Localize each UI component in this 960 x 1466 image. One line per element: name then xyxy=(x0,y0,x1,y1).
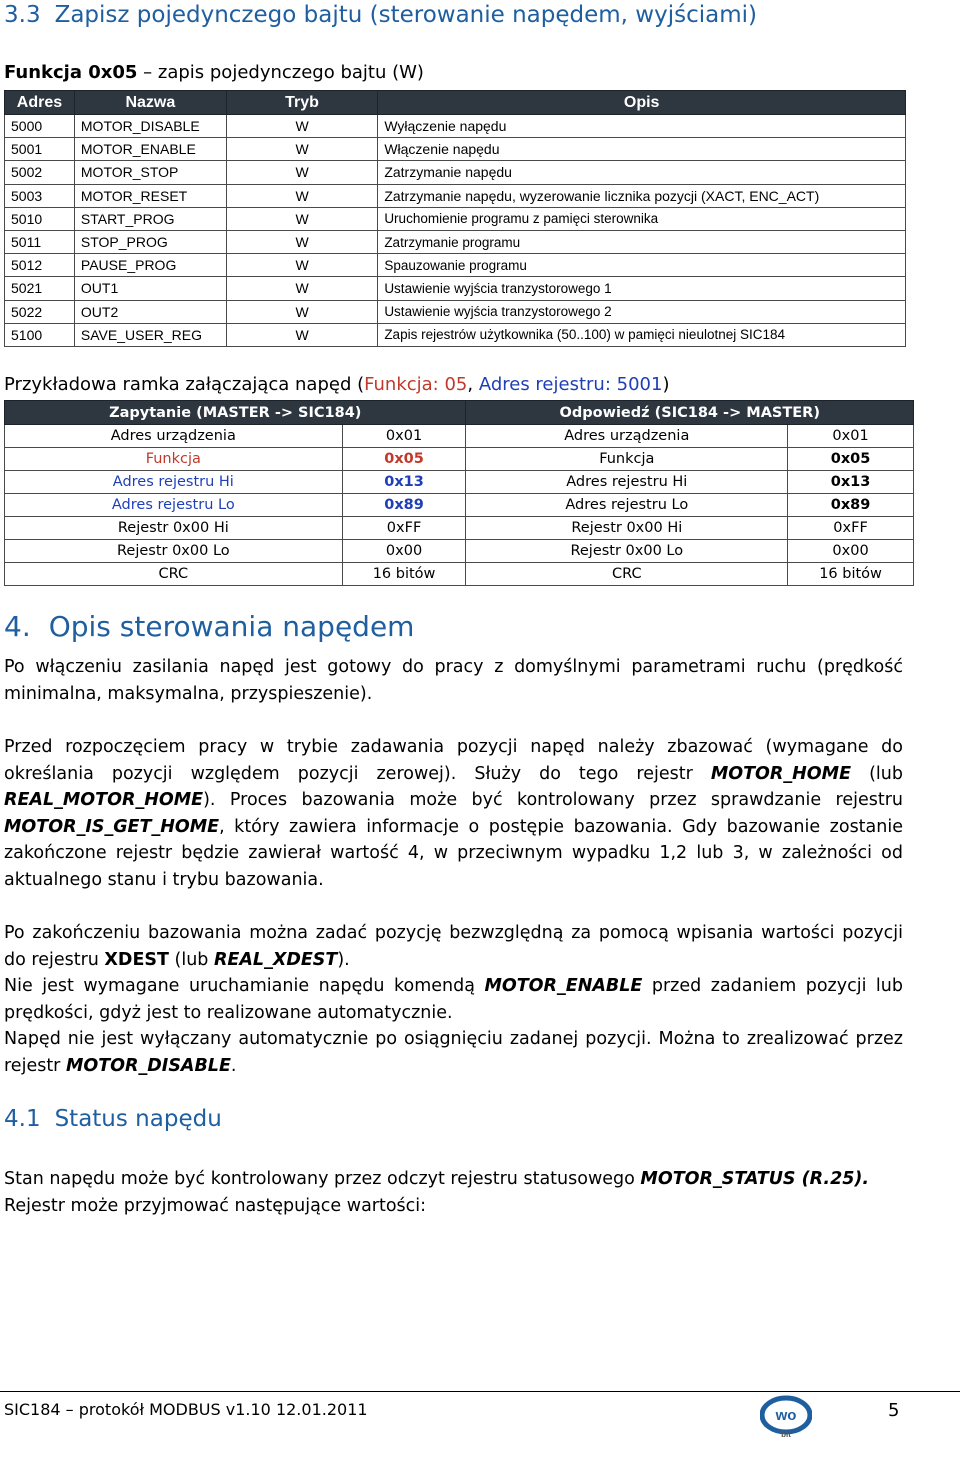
request-field: CRC xyxy=(5,563,343,586)
paragraph-6 xyxy=(4,1166,903,1219)
p2-register-motor-home: MOTOR_HOME xyxy=(710,763,852,784)
register-row xyxy=(5,323,906,346)
cell-opis: Ustawienie wyjścia tranzystorowego 2 xyxy=(378,300,906,323)
cell-nazwa: MOTOR_RESET xyxy=(74,184,226,207)
cell-opis: Włączenie napędu xyxy=(378,138,906,161)
request-field: Adres rejestru Hi xyxy=(5,471,343,494)
response-field: Adres urządzenia xyxy=(466,425,788,448)
p5-register-motor-disable: MOTOR_DISABLE xyxy=(65,1055,231,1076)
cell-adres: 5021 xyxy=(5,277,75,300)
cell-tryb: W xyxy=(226,300,378,323)
frame-title-pre: Przykładowa ramka załączająca napęd ( xyxy=(4,374,365,395)
section-number: 3.3 xyxy=(4,2,41,28)
cell-nazwa: MOTOR_DISABLE xyxy=(74,115,226,138)
header-adres: Adres xyxy=(5,91,75,115)
paragraph-1: Po włączeniu zasilania napęd jest gotowy do pracy z domyślnymi parametrami ruchu (prędkość minimalna, maksymalna, przyspieszenie). xyxy=(4,657,903,704)
cell-nazwa: START_PROG xyxy=(74,207,226,230)
response-field: Rejestr 0x00 Hi xyxy=(466,517,788,540)
page-number: 5 xyxy=(888,1400,900,1421)
frame-row xyxy=(5,471,914,494)
cell-tryb: W xyxy=(226,323,378,346)
cell-nazwa: MOTOR_STOP xyxy=(74,161,226,184)
register-row xyxy=(5,138,906,161)
response-value: 0x05 xyxy=(788,448,914,471)
frame-title-funkcja: Funkcja: 05 xyxy=(364,374,468,395)
cell-opis: Spauzowanie programu xyxy=(378,254,906,277)
cell-adres: 5002 xyxy=(5,161,75,184)
header-nazwa: Nazwa xyxy=(74,91,226,115)
cell-opis: Ustawienie wyjścia tranzystorowego 1 xyxy=(378,277,906,300)
cell-nazwa: OUT1 xyxy=(74,277,226,300)
p2-text: (lub xyxy=(851,763,903,784)
register-row xyxy=(5,115,906,138)
cell-tryb: W xyxy=(226,207,378,230)
response-field: Adres rejestru Hi xyxy=(466,471,788,494)
cell-adres: 5012 xyxy=(5,254,75,277)
frame-title-sep: , xyxy=(467,374,479,395)
cell-tryb: W xyxy=(226,277,378,300)
register-row xyxy=(5,277,906,300)
p3-text: ). xyxy=(337,949,350,970)
p2-text: ). Proces bazowania może być kontrolowany przez sprawdzanie rejestru xyxy=(203,790,903,810)
response-value: 0xFF xyxy=(788,517,914,540)
request-field: Rejestr 0x00 Hi xyxy=(5,517,343,540)
section-title: Opis sterowania napędem xyxy=(48,610,415,643)
p5-text: Napęd nie jest wyłączany automatycznie po osiągnięciu zadanej pozycji. Można to zrealizować przez rejestr xyxy=(4,1029,903,1076)
header-opis: Opis xyxy=(378,91,906,115)
register-row xyxy=(5,230,906,253)
cell-nazwa: OUT2 xyxy=(74,300,226,323)
p2-register-real-motor-home: REAL_MOTOR_HOME xyxy=(4,790,204,810)
p2-register-motor-is-get-home: MOTOR_IS_GET_HOME xyxy=(4,816,220,837)
response-value: 0x89 xyxy=(788,494,914,517)
frame-title-post: ) xyxy=(662,374,670,395)
cell-adres: 5100 xyxy=(5,323,75,346)
frame-row xyxy=(5,517,914,540)
request-value: 16 bitów xyxy=(342,563,466,586)
register-table-header xyxy=(5,91,906,115)
cell-tryb: W xyxy=(226,115,378,138)
request-value: 0x05 xyxy=(342,448,466,471)
paragraph-4 xyxy=(4,973,903,1026)
section-title: Zapisz pojedynczego bajtu (sterowanie napędem, wyjściami) xyxy=(54,2,757,28)
cell-tryb: W xyxy=(226,254,378,277)
p2-text: , który zawiera informacje o postępie bazowania. Gdy bazowanie zostanie zakończone rejestr będzie zawierał wartość 4, w przeciwnym wypadku 1,2 lub 3, w zależności od aktualnego stanu i trybu bazowania. xyxy=(4,816,903,890)
frame-table-header xyxy=(5,401,914,425)
register-row xyxy=(5,184,906,207)
footer-text: SIC184 – protokół MODBUS v1.10 12.01.2011 xyxy=(4,1400,368,1419)
paragraph-3 xyxy=(4,920,903,973)
p3-register-real-xdest: REAL_XDEST xyxy=(213,949,338,970)
p2-text: Przed rozpoczęciem pracy w trybie zadawania pozycji napęd należy zbazować (wymagane do określania pozycji względem pozycji zerowej). Służy do tego rejestr xyxy=(4,737,903,784)
cell-nazwa: SAVE_USER_REG xyxy=(74,323,226,346)
request-field: Adres rejestru Lo xyxy=(5,494,343,517)
cell-adres: 5003 xyxy=(5,184,75,207)
frame-title-adres: Adres rejestru: 5001 xyxy=(478,374,663,395)
request-value: 0x01 xyxy=(342,425,466,448)
cell-opis: Zatrzymanie programu xyxy=(378,230,906,253)
frame-table xyxy=(4,400,914,586)
register-row xyxy=(5,207,906,230)
p5-text: . xyxy=(230,1055,237,1076)
response-field: Adres rejestru Lo xyxy=(466,494,788,517)
section-number: 4. xyxy=(4,610,31,643)
response-value: 0x01 xyxy=(788,425,914,448)
p3-text: Po zakończeniu bazowania można zadać pozycję bezwzględną za pomocą wpisania wartości pozycji do rejestru xyxy=(4,923,903,970)
frame-row xyxy=(5,425,914,448)
cell-adres: 5010 xyxy=(5,207,75,230)
register-row xyxy=(5,254,906,277)
request-value: 0x89 xyxy=(342,494,466,517)
response-field: CRC xyxy=(466,563,788,586)
register-table xyxy=(4,90,906,347)
request-field: Rejestr 0x00 Lo xyxy=(5,540,343,563)
wobit-logo xyxy=(760,1395,812,1439)
p4-register-motor-enable: MOTOR_ENABLE xyxy=(484,976,643,996)
response-value: 0x13 xyxy=(788,471,914,494)
request-value: 0x13 xyxy=(342,471,466,494)
cell-tryb: W xyxy=(226,230,378,253)
cell-opis: Wyłączenie napędu xyxy=(378,115,906,138)
p6-text: Rejestr może przyjmować następujące wartości: xyxy=(4,1195,427,1216)
paragraph-5 xyxy=(4,1026,903,1079)
cell-adres: 5001 xyxy=(5,138,75,161)
cell-opis: Uruchomienie programu z pamięci sterownika xyxy=(378,207,906,230)
response-field: Funkcja xyxy=(466,448,788,471)
p6-text: Stan napędu może być kontrolowany przez odczyt rejestru statusowego xyxy=(4,1169,641,1189)
svg-text:wo: wo xyxy=(775,1407,797,1424)
p6-register-motor-status: MOTOR_STATUS (R.25). xyxy=(640,1169,870,1189)
header-request: Zapytanie (MASTER -> SIC184) xyxy=(5,401,466,425)
cell-tryb: W xyxy=(226,138,378,161)
section-number: 4.1 xyxy=(4,1106,41,1132)
request-value: 0xFF xyxy=(342,517,466,540)
header-response: Odpowiedź (SIC184 -> MASTER) xyxy=(466,401,914,425)
cell-nazwa: PAUSE_PROG xyxy=(74,254,226,277)
cell-adres: 5000 xyxy=(5,115,75,138)
frame-example-title xyxy=(4,374,669,395)
svg-text:bit: bit xyxy=(781,1430,791,1439)
register-row xyxy=(5,161,906,184)
request-field: Funkcja xyxy=(5,448,343,471)
frame-row xyxy=(5,448,914,471)
p3-text: (lub xyxy=(168,949,214,970)
cell-adres: 5022 xyxy=(5,300,75,323)
frame-row xyxy=(5,540,914,563)
cell-tryb: W xyxy=(226,161,378,184)
register-row xyxy=(5,300,906,323)
frame-row xyxy=(5,563,914,586)
response-field: Rejestr 0x00 Lo xyxy=(466,540,788,563)
response-value: 16 bitów xyxy=(788,563,914,586)
function-subheading xyxy=(4,62,424,83)
cell-nazwa: STOP_PROG xyxy=(74,230,226,253)
cell-opis: Zatrzymanie napędu, wyzerowanie licznika pozycji (XACT, ENC_ACT) xyxy=(378,184,906,207)
request-value: 0x00 xyxy=(342,540,466,563)
p4-text: przed zadaniem pozycji lub prędkości, gdyż jest to realizowane automatycznie. xyxy=(4,976,903,1023)
cell-adres: 5011 xyxy=(5,230,75,253)
response-value: 0x00 xyxy=(788,540,914,563)
header-tryb: Tryb xyxy=(226,91,378,115)
paragraph-2 xyxy=(4,734,903,893)
p3-register-xdest: XDEST xyxy=(104,949,169,970)
section-heading-3-3 xyxy=(4,2,757,28)
frame-row xyxy=(5,494,914,517)
function-code: Funkcja 0x05 xyxy=(4,62,138,83)
p4-text: Nie jest wymagane uruchamianie napędu komendą xyxy=(4,976,485,996)
cell-nazwa: MOTOR_ENABLE xyxy=(74,138,226,161)
request-field: Adres urządzenia xyxy=(5,425,343,448)
cell-opis: Zatrzymanie napędu xyxy=(378,161,906,184)
section-title: Status napędu xyxy=(54,1106,222,1132)
cell-opis: Zapis rejestrów użytkownika (50..100) w pamięci nieulotnej SIC184 xyxy=(378,323,906,346)
footer-divider xyxy=(0,1391,960,1392)
function-description: – zapis pojedynczego bajtu (W) xyxy=(137,62,424,83)
section-heading-4 xyxy=(4,610,414,643)
section-heading-4-1 xyxy=(4,1106,222,1132)
cell-tryb: W xyxy=(226,184,378,207)
